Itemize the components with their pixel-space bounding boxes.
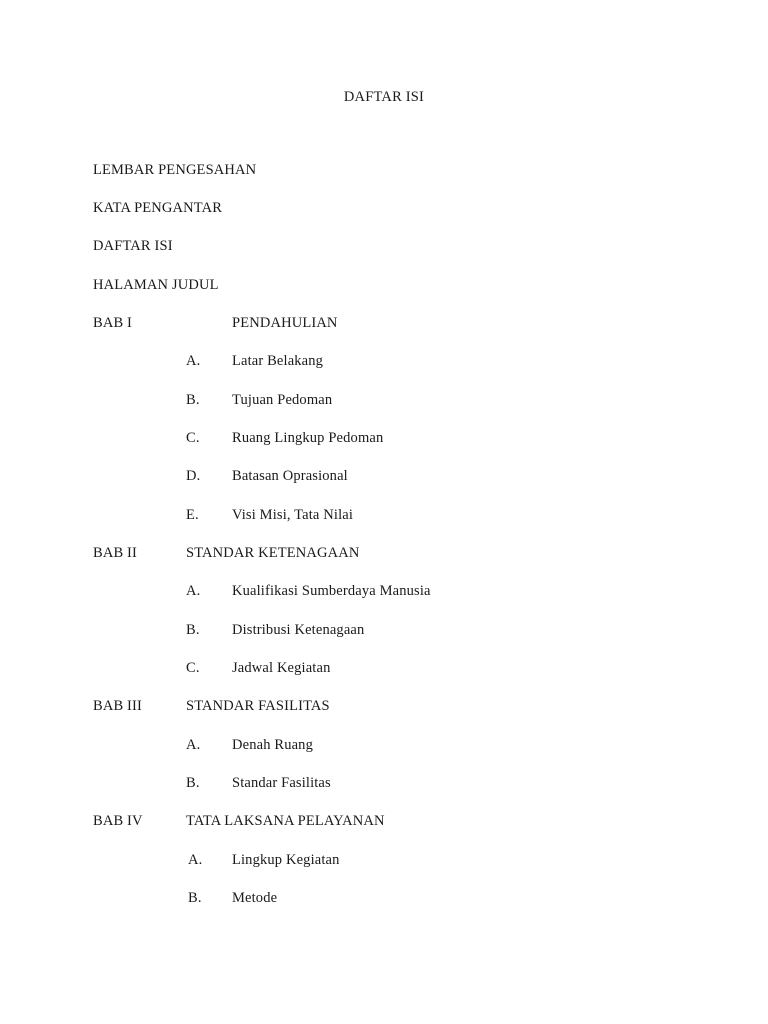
section-title: Standar Fasilitas: [232, 775, 331, 791]
chapter-label: BAB III: [93, 698, 142, 714]
chapter-title: TATA LAKSANA PELAYANAN: [186, 813, 385, 829]
chapter-label: BAB I: [93, 315, 133, 331]
section-letter: E.: [186, 507, 199, 523]
section-title: Batasan Oprasional: [232, 468, 348, 484]
toc-entry-lembar-pengesahan: LEMBAR PENGESAHAN: [93, 162, 257, 178]
section-letter: B.: [186, 392, 200, 408]
section-letter: C.: [186, 660, 200, 676]
page-title: DAFTAR ISI: [343, 89, 425, 105]
section-title: Jadwal Kegiatan: [232, 660, 331, 676]
section-letter: A.: [186, 353, 201, 369]
chapter-title: PENDAHULIAN: [232, 315, 338, 331]
chapter-title: STANDAR KETENAGAAN: [186, 545, 360, 561]
section-title: Lingkup Kegiatan: [232, 852, 340, 868]
chapter-title: STANDAR FASILITAS: [186, 698, 330, 714]
section-title: Ruang Lingkup Pedoman: [232, 430, 384, 446]
section-title: Visi Misi, Tata Nilai: [232, 507, 354, 523]
section-letter: C.: [186, 430, 200, 446]
section-title: Kualifikasi Sumberdaya Manusia: [232, 583, 431, 599]
toc-entry-halaman-judul: HALAMAN JUDUL: [93, 277, 219, 293]
section-title: Tujuan Pedoman: [232, 392, 333, 408]
section-title: Distribusi Ketenagaan: [232, 622, 365, 638]
section-letter: B.: [186, 775, 200, 791]
section-title: Latar Belakang: [232, 353, 324, 369]
section-letter: A.: [186, 583, 201, 599]
section-letter: B.: [186, 622, 200, 638]
section-letter: A.: [188, 852, 203, 868]
section-letter: A.: [186, 737, 201, 753]
section-title: Denah Ruang: [232, 737, 313, 753]
chapter-label: BAB IV: [93, 813, 143, 829]
toc-entry-kata-pengantar: KATA PENGANTAR: [93, 200, 223, 216]
section-title: Metode: [232, 890, 278, 906]
section-letter: D.: [186, 468, 201, 484]
section-letter: B.: [188, 890, 202, 906]
chapter-label: BAB II: [93, 545, 137, 561]
toc-entry-daftar-isi: DAFTAR ISI: [93, 238, 173, 254]
